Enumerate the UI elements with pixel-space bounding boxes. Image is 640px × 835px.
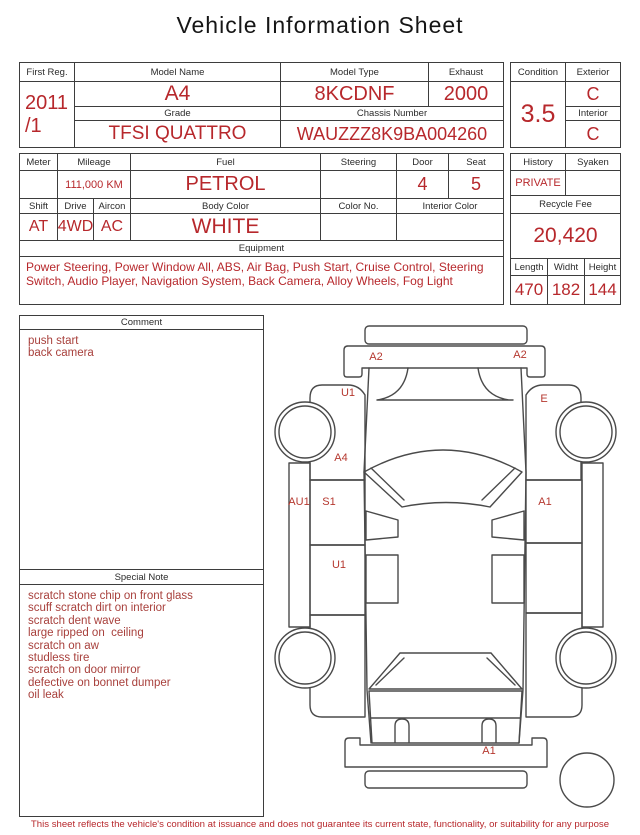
- chassis-label: Chassis Number: [280, 106, 504, 121]
- comment-line: back camera: [28, 347, 94, 360]
- car-damage-diagram: [270, 310, 640, 810]
- spare-tire: [560, 753, 614, 807]
- right-front-door: [526, 480, 582, 543]
- special-note-line: studless tire: [28, 652, 90, 665]
- mileage-value: 111,000 KM: [57, 170, 131, 199]
- disclaimer-text: This sheet reflects the vehicle's condition at issuance and does not guarantee its current state, functionality, or suitability for any purpose: [30, 819, 610, 830]
- right-rear-door: [526, 543, 582, 613]
- meter-value: [19, 170, 58, 199]
- grade-label: Grade: [74, 106, 281, 121]
- fuel-label: Fuel: [130, 153, 321, 171]
- rear-window: [369, 653, 522, 689]
- damage-label-right-fender-top: E: [540, 393, 548, 405]
- drive-label: Drive: [57, 198, 94, 214]
- damage-label-front-bumper-left: A2: [369, 351, 383, 363]
- door-value: 4: [396, 170, 449, 199]
- condition-label: Condition: [510, 62, 566, 82]
- trunk: [369, 691, 522, 743]
- first-reg-label: First Reg.: [19, 62, 75, 82]
- seat-value: 5: [448, 170, 504, 199]
- windshield: [364, 450, 522, 507]
- front-bumper-top-strip: [365, 326, 527, 344]
- damage-label-left-rear-door: U1: [331, 559, 347, 571]
- front-left-wheel-inner: [279, 406, 331, 458]
- left-roof-frame: [366, 555, 398, 603]
- first-reg-year: 2011: [25, 91, 69, 114]
- special-note-line: scratch on door mirror: [28, 664, 141, 677]
- special-note-line: scratch on aw: [28, 639, 99, 652]
- damage-label-front-bumper-right: A2: [513, 349, 527, 361]
- rear-bumper-lower-strip: [365, 771, 527, 788]
- special-note-line: large ripped on ceiling: [28, 627, 144, 640]
- right-roof-frame: [492, 555, 524, 603]
- model-name-value: A4: [74, 81, 281, 107]
- front-right-wheel-inner: [560, 406, 612, 458]
- chassis-value: WAUZZZ8K9BA004260: [280, 120, 504, 148]
- model-type-label: Model Type: [280, 62, 429, 82]
- width-label: Widht: [547, 258, 585, 276]
- exhaust-label: Exhaust: [428, 62, 504, 82]
- length-value: 470: [510, 275, 548, 305]
- interior-label: Interior: [565, 106, 621, 121]
- special-note-body: [19, 584, 264, 817]
- shift-label: Shift: [19, 198, 58, 214]
- body-color-value: WHITE: [130, 213, 321, 241]
- comment-body: [19, 329, 264, 570]
- color-no-value: [320, 213, 397, 241]
- exterior-label: Exterior: [565, 62, 621, 82]
- meter-label: Meter: [19, 153, 58, 171]
- comment-line: push start: [28, 335, 79, 347]
- special-note-line: oil leak: [28, 689, 64, 702]
- left-front-door: [310, 480, 365, 545]
- door-label: Door: [396, 153, 449, 171]
- damage-label-rear-bumper: A1: [482, 745, 496, 757]
- special-note-line: scuff scratch dirt on interior: [28, 602, 166, 615]
- model-name-label: Model Name: [74, 62, 281, 82]
- rear-right-wheel-inner: [560, 632, 612, 684]
- interior-grade: C: [565, 120, 621, 148]
- grade-value: TFSI QUATTRO: [74, 120, 281, 148]
- height-label: Height: [584, 258, 621, 276]
- steering-value: [320, 170, 397, 199]
- first-reg-value: [19, 81, 75, 148]
- history-value: PRIVATE: [510, 170, 566, 196]
- hood-lines: [377, 368, 513, 400]
- special-note-line: defective on bonnet dumper: [28, 676, 171, 689]
- special-note-label: Special Note: [19, 569, 264, 585]
- left-rocker-panel: [289, 463, 310, 627]
- seat-label: Seat: [448, 153, 504, 171]
- drive-value: 4WD: [57, 213, 94, 241]
- condition-score: 3.5: [510, 81, 566, 148]
- damage-label-right-front-door: A1: [538, 496, 552, 508]
- damage-label-left-fender: A4: [334, 452, 348, 464]
- length-label: Length: [510, 258, 548, 276]
- mileage-label: Mileage: [57, 153, 131, 171]
- damage-label-left-fender-top: U1: [340, 387, 356, 399]
- b-pillars: [366, 511, 524, 540]
- aircon-value: AC: [93, 213, 131, 241]
- first-reg-month: /1: [25, 114, 42, 137]
- right-rocker-panel: [582, 463, 603, 627]
- special-note-line: scratch dent wave: [28, 614, 121, 627]
- left-rear-door: [310, 545, 365, 615]
- exhaust-value: 2000: [428, 81, 504, 107]
- recycle-fee-value: 20,420: [510, 213, 621, 259]
- page-title: Vehicle Information Sheet: [176, 12, 464, 38]
- syaken-value: [565, 170, 621, 196]
- interior-color-label: Interior Color: [396, 198, 504, 214]
- history-label: History: [510, 153, 566, 171]
- width-value: 182: [547, 275, 585, 305]
- rear-left-wheel-inner: [279, 632, 331, 684]
- shift-value: AT: [19, 213, 58, 241]
- interior-color-value: [396, 213, 504, 241]
- model-type-value: 8KCDNF: [280, 81, 429, 107]
- damage-label-left-front-door: S1: [322, 496, 336, 508]
- recycle-fee-label: Recycle Fee: [510, 195, 621, 214]
- fuel-value: PETROL: [130, 170, 321, 199]
- comment-label: Comment: [19, 315, 264, 330]
- damage-label-left-rocker: AU1: [288, 496, 310, 508]
- equipment-label: Equipment: [19, 240, 504, 257]
- body-color-label: Body Color: [130, 198, 321, 214]
- equipment-list: Power Steering, Power Window All, ABS, Air Bag, Push Start, Cruise Control, Steering Switch, Audio Player, Navigation System, Back Camera, Alloy Wheels, Fog Light: [19, 256, 504, 305]
- special-note-line: scratch stone chip on front glass: [28, 590, 193, 602]
- height-value: 144: [584, 275, 621, 305]
- color-no-label: Color No.: [320, 198, 397, 214]
- exterior-grade: C: [565, 81, 621, 107]
- aircon-label: Aircon: [93, 198, 131, 214]
- steering-label: Steering: [320, 153, 397, 171]
- syaken-label: Syaken: [565, 153, 621, 171]
